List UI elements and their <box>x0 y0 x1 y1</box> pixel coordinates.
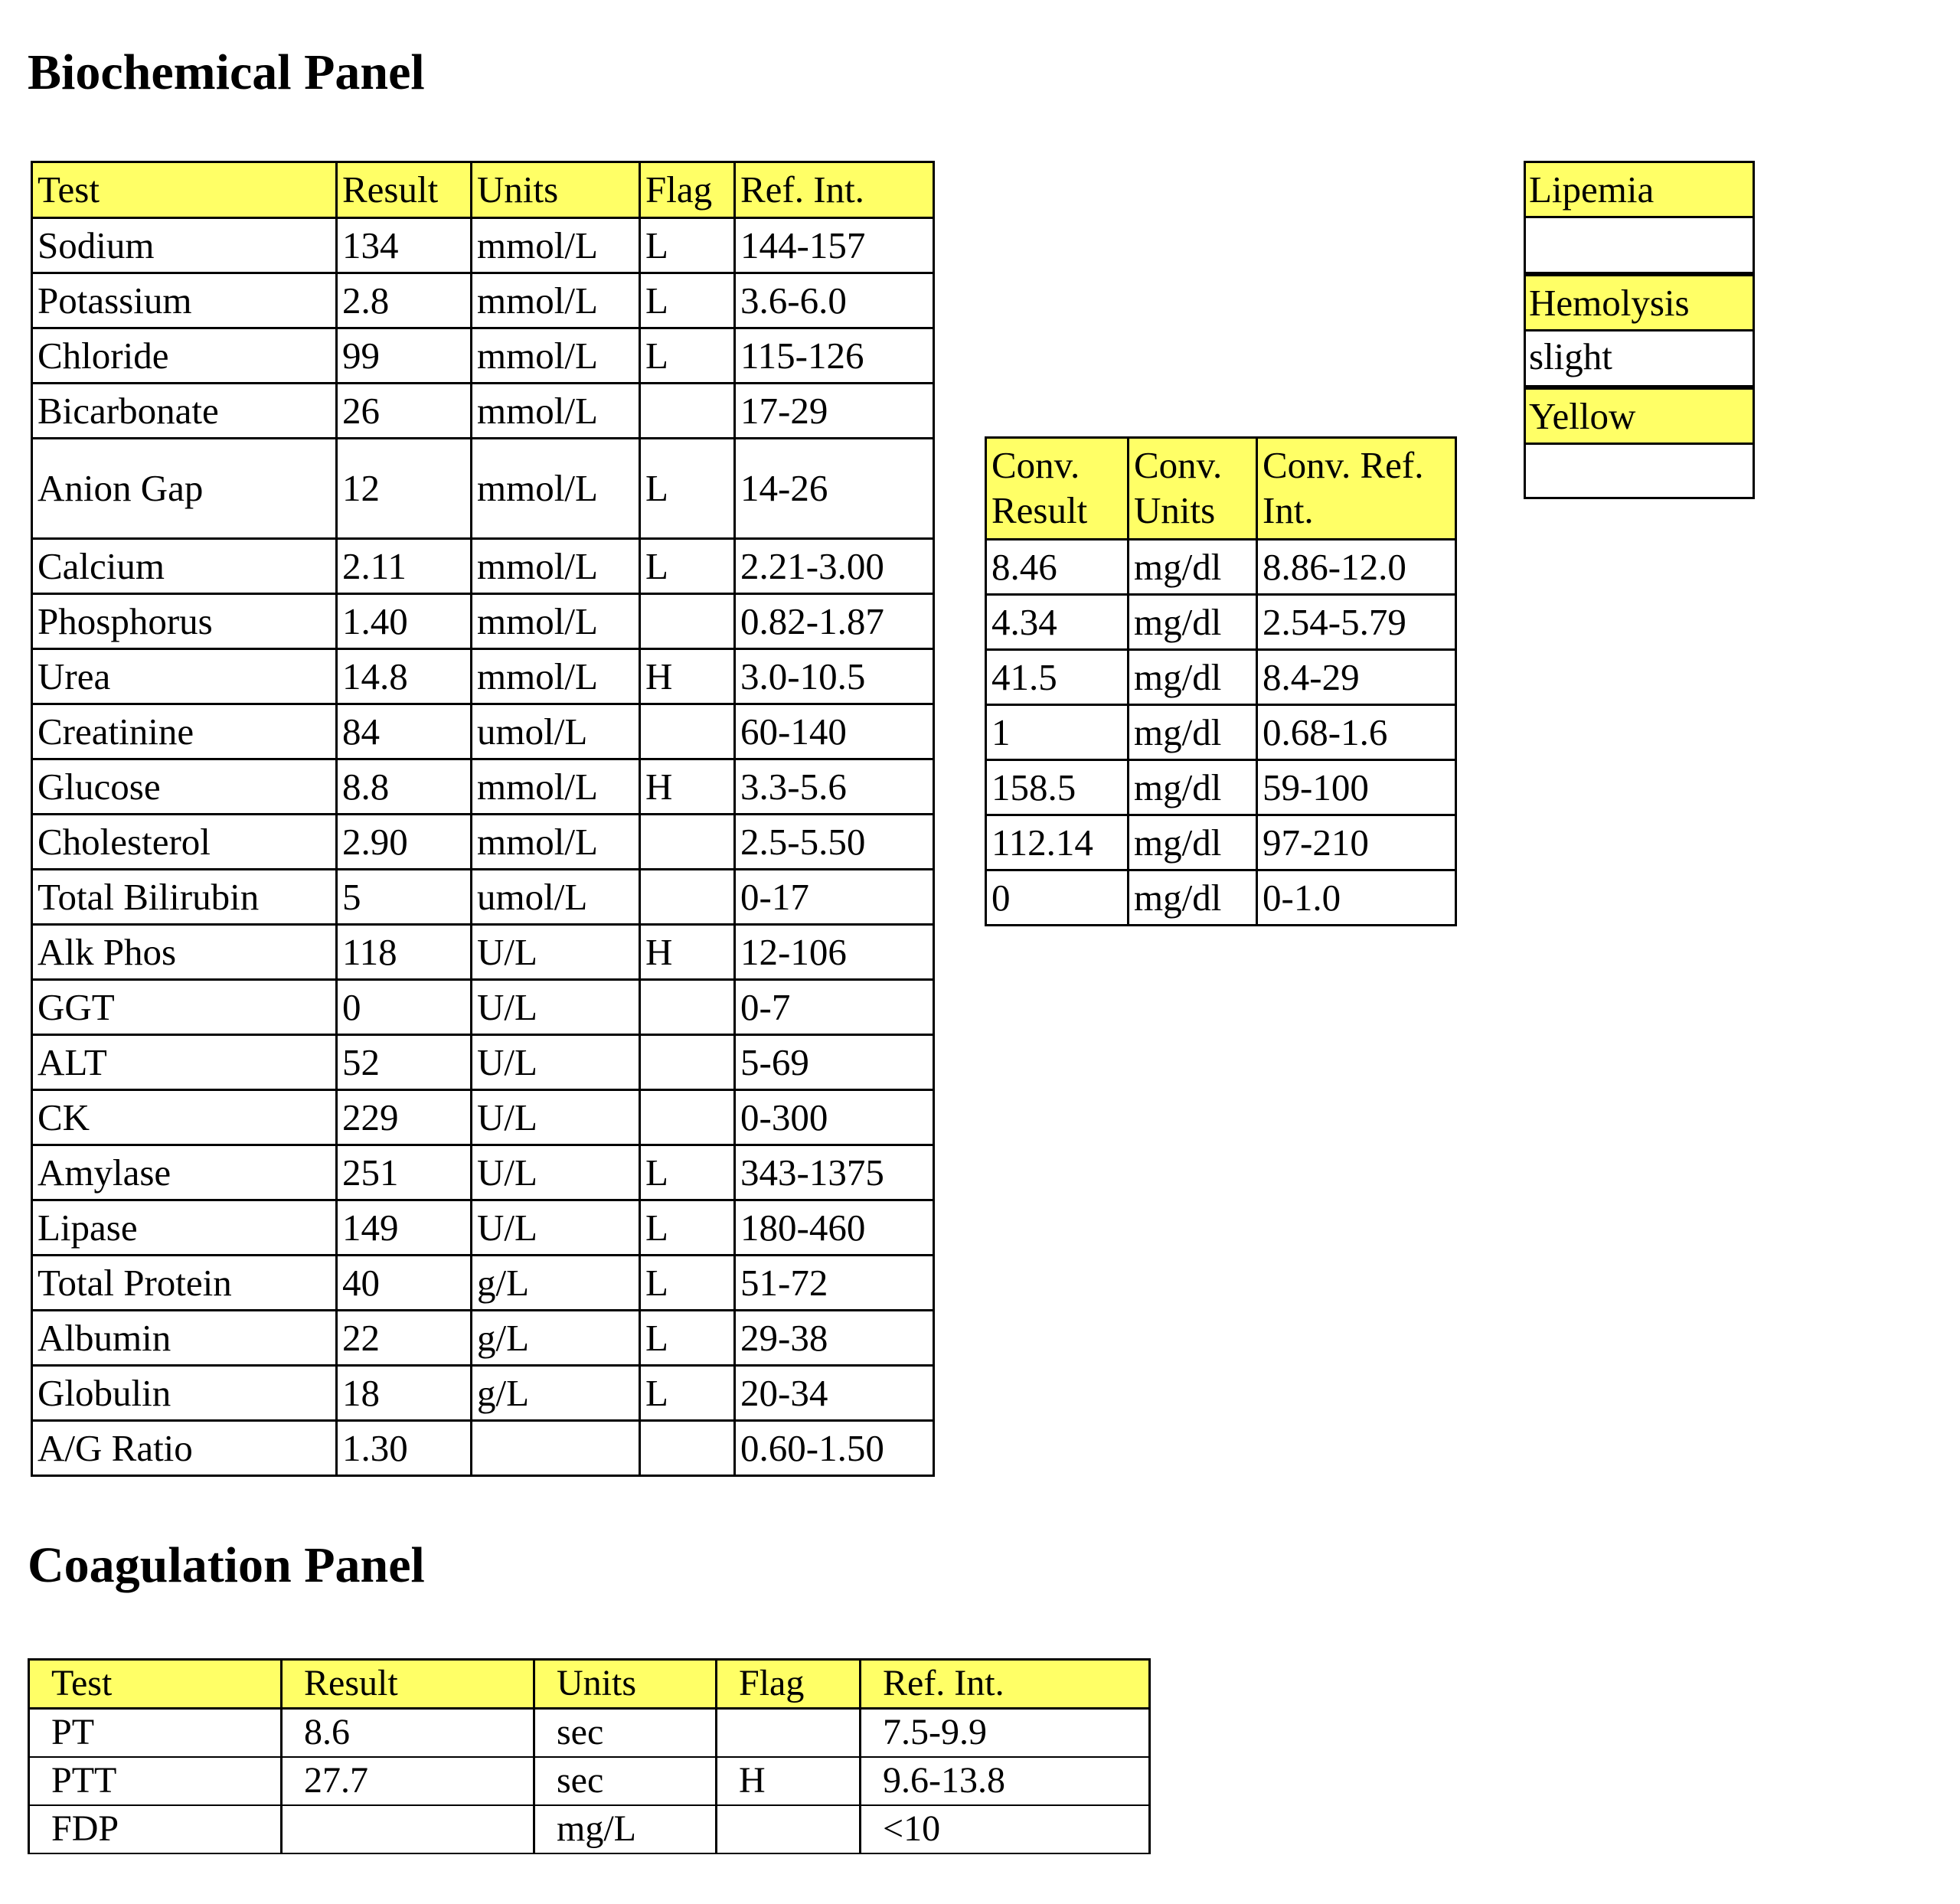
cell-ref: 51-72 <box>735 1256 934 1311</box>
cell-units: mg/dl <box>1129 705 1257 760</box>
cell-result: 27.7 <box>282 1757 534 1805</box>
table-row <box>29 1757 1150 1805</box>
cell-units: mg/dl <box>1129 650 1257 705</box>
table-row <box>29 1805 1150 1853</box>
conversion-table <box>985 436 1457 926</box>
cell-result: 8.6 <box>282 1709 534 1757</box>
table-row <box>32 815 934 870</box>
cell-units: U/L <box>472 1035 640 1090</box>
cell-test: Lipase <box>32 1200 337 1256</box>
cell-test: Glucose <box>32 759 337 815</box>
cell-flag: H <box>717 1757 861 1805</box>
cell-result: 112.14 <box>986 815 1129 870</box>
lipemia-value <box>1526 218 1753 272</box>
cell-units: mmol/L <box>472 218 640 273</box>
cell-result: 118 <box>337 925 472 980</box>
header-result: Result <box>282 1660 534 1709</box>
cell-flag <box>640 594 735 649</box>
table-row <box>32 218 934 273</box>
table-row <box>986 650 1456 705</box>
cell-flag <box>640 704 735 759</box>
cell-ref: 2.54-5.79 <box>1257 595 1456 650</box>
table-row <box>986 540 1456 595</box>
cell-ref: 14-26 <box>735 439 934 539</box>
table-row <box>32 704 934 759</box>
table-row <box>32 1200 934 1256</box>
cell-test: CK <box>32 1090 337 1145</box>
cell-flag <box>717 1805 861 1853</box>
cell-test: ALT <box>32 1035 337 1090</box>
cell-ref: 0.82-1.87 <box>735 594 934 649</box>
cell-result: 134 <box>337 218 472 273</box>
cell-result: 0 <box>337 980 472 1035</box>
table-row <box>29 1709 1150 1757</box>
cell-units: g/L <box>472 1311 640 1366</box>
header-ref-int: Ref. Int. <box>735 162 934 218</box>
cell-test: A/G Ratio <box>32 1421 337 1476</box>
cell-ref: 3.0-10.5 <box>735 649 934 704</box>
cell-units: U/L <box>472 925 640 980</box>
table-row <box>32 594 934 649</box>
cell-ref: 3.3-5.6 <box>735 759 934 815</box>
cell-ref: 20-34 <box>735 1366 934 1421</box>
cell-test: Potassium <box>32 273 337 328</box>
cell-ref: 97-210 <box>1257 815 1456 870</box>
cell-flag: H <box>640 925 735 980</box>
cell-flag: L <box>640 539 735 594</box>
header-ref-int: Ref. Int. <box>861 1660 1150 1709</box>
cell-result: 52 <box>337 1035 472 1090</box>
table-row <box>32 980 934 1035</box>
cell-flag: L <box>640 1311 735 1366</box>
cell-ref: 59-100 <box>1257 760 1456 815</box>
cell-ref: 60-140 <box>735 704 934 759</box>
cell-result: 4.34 <box>986 595 1129 650</box>
cell-units: mg/dl <box>1129 870 1257 926</box>
serum-color-label: Yellow <box>1526 390 1753 445</box>
cell-flag: L <box>640 1200 735 1256</box>
header-conv-result: Conv. Result <box>986 438 1129 540</box>
cell-ref: <10 <box>861 1805 1150 1853</box>
table-row <box>986 760 1456 815</box>
table-row <box>986 870 1456 926</box>
cell-test: Total Protein <box>32 1256 337 1311</box>
cell-ref: 0-1.0 <box>1257 870 1456 926</box>
cell-result: 5 <box>337 870 472 925</box>
cell-result: 229 <box>337 1090 472 1145</box>
cell-test: Chloride <box>32 328 337 384</box>
hemolysis-label: Hemolysis <box>1526 276 1753 331</box>
table-row <box>32 649 934 704</box>
table-row <box>32 1256 934 1311</box>
table-row <box>32 925 934 980</box>
cell-flag: L <box>640 439 735 539</box>
cell-test: Bicarbonate <box>32 384 337 439</box>
header-units: Units <box>534 1660 717 1709</box>
cell-units: mg/dl <box>1129 540 1257 595</box>
cell-ref: 2.21-3.00 <box>735 539 934 594</box>
table-row <box>986 815 1456 870</box>
cell-flag <box>717 1709 861 1757</box>
cell-units: mmol/L <box>472 649 640 704</box>
cell-flag <box>640 384 735 439</box>
cell-units: mg/dl <box>1129 815 1257 870</box>
cell-flag <box>640 1035 735 1090</box>
table-row <box>32 1421 934 1476</box>
header-result: Result <box>337 162 472 218</box>
cell-result: 12 <box>337 439 472 539</box>
cell-result: 149 <box>337 1200 472 1256</box>
cell-ref: 0-17 <box>735 870 934 925</box>
table-row <box>32 759 934 815</box>
table-row <box>32 1311 934 1366</box>
lipemia-box <box>1524 161 1755 274</box>
cell-test: Urea <box>32 649 337 704</box>
cell-ref: 9.6-13.8 <box>861 1757 1150 1805</box>
table-row <box>32 1035 934 1090</box>
cell-test: GGT <box>32 980 337 1035</box>
cell-result: 41.5 <box>986 650 1129 705</box>
cell-flag: L <box>640 218 735 273</box>
header-test: Test <box>29 1660 282 1709</box>
cell-units: mmol/L <box>472 759 640 815</box>
cell-ref: 0.68-1.6 <box>1257 705 1456 760</box>
cell-test: Sodium <box>32 218 337 273</box>
cell-test: Calcium <box>32 539 337 594</box>
cell-test: FDP <box>29 1805 282 1853</box>
cell-ref: 17-29 <box>735 384 934 439</box>
cell-result: 2.8 <box>337 273 472 328</box>
cell-test: Creatinine <box>32 704 337 759</box>
cell-flag <box>640 1090 735 1145</box>
cell-result: 26 <box>337 384 472 439</box>
cell-result: 1 <box>986 705 1129 760</box>
coagulation-panel-title: Coagulation Panel <box>28 1537 425 1593</box>
cell-test: Alk Phos <box>32 925 337 980</box>
cell-ref: 2.5-5.50 <box>735 815 934 870</box>
cell-ref: 3.6-6.0 <box>735 273 934 328</box>
cell-ref: 5-69 <box>735 1035 934 1090</box>
header-units: Units <box>472 162 640 218</box>
cell-flag: L <box>640 328 735 384</box>
header-test: Test <box>32 162 337 218</box>
cell-result: 8.8 <box>337 759 472 815</box>
cell-units: mmol/L <box>472 273 640 328</box>
cell-result: 1.40 <box>337 594 472 649</box>
cell-test: Amylase <box>32 1145 337 1200</box>
cell-units: umol/L <box>472 870 640 925</box>
cell-result: 99 <box>337 328 472 384</box>
biochemical-panel-title: Biochemical Panel <box>28 44 425 100</box>
cell-test: Globulin <box>32 1366 337 1421</box>
serum-color-value <box>1526 445 1753 497</box>
cell-units: mmol/L <box>472 539 640 594</box>
cell-units: sec <box>534 1757 717 1805</box>
cell-flag <box>640 815 735 870</box>
cell-units: U/L <box>472 1090 640 1145</box>
table-header-row <box>32 162 934 218</box>
cell-units: sec <box>534 1709 717 1757</box>
cell-test: Total Bilirubin <box>32 870 337 925</box>
cell-units: umol/L <box>472 704 640 759</box>
cell-units: mg/dl <box>1129 760 1257 815</box>
lipemia-label: Lipemia <box>1526 163 1753 218</box>
table-row <box>986 705 1456 760</box>
cell-ref: 7.5-9.9 <box>861 1709 1150 1757</box>
header-flag: Flag <box>640 162 735 218</box>
cell-ref: 12-106 <box>735 925 934 980</box>
table-row <box>32 870 934 925</box>
table-row <box>32 1145 934 1200</box>
cell-result: 84 <box>337 704 472 759</box>
biochemical-panel-table <box>31 161 935 1477</box>
cell-ref: 8.4-29 <box>1257 650 1456 705</box>
table-header-row <box>29 1660 1150 1709</box>
table-row <box>32 384 934 439</box>
cell-flag: L <box>640 1256 735 1311</box>
cell-result: 2.90 <box>337 815 472 870</box>
table-header-row <box>986 438 1456 540</box>
cell-units <box>472 1421 640 1476</box>
cell-units: U/L <box>472 1145 640 1200</box>
table-row <box>32 1366 934 1421</box>
cell-ref: 0.60-1.50 <box>735 1421 934 1476</box>
cell-result: 158.5 <box>986 760 1129 815</box>
cell-units: mg/L <box>534 1805 717 1853</box>
cell-result: 8.46 <box>986 540 1129 595</box>
cell-flag: L <box>640 1366 735 1421</box>
coagulation-panel-table <box>28 1658 1151 1854</box>
cell-result: 2.11 <box>337 539 472 594</box>
cell-units: U/L <box>472 1200 640 1256</box>
cell-flag <box>640 980 735 1035</box>
cell-units: mmol/L <box>472 594 640 649</box>
cell-result: 18 <box>337 1366 472 1421</box>
cell-result: 1.30 <box>337 1421 472 1476</box>
cell-ref: 0-7 <box>735 980 934 1035</box>
header-conv-ref-int: Conv. Ref. Int. <box>1257 438 1456 540</box>
cell-flag <box>640 870 735 925</box>
table-row <box>986 595 1456 650</box>
cell-units: g/L <box>472 1366 640 1421</box>
table-row <box>32 439 934 539</box>
cell-flag: L <box>640 1145 735 1200</box>
cell-units: mmol/L <box>472 384 640 439</box>
table-row <box>32 1090 934 1145</box>
cell-result <box>282 1805 534 1853</box>
cell-ref: 144-157 <box>735 218 934 273</box>
cell-ref: 180-460 <box>735 1200 934 1256</box>
cell-ref: 29-38 <box>735 1311 934 1366</box>
cell-flag: H <box>640 649 735 704</box>
cell-ref: 343-1375 <box>735 1145 934 1200</box>
cell-flag: L <box>640 273 735 328</box>
cell-result: 40 <box>337 1256 472 1311</box>
cell-flag <box>640 1421 735 1476</box>
cell-test: Phosphorus <box>32 594 337 649</box>
serum-color-box <box>1524 387 1755 499</box>
cell-ref: 115-126 <box>735 328 934 384</box>
header-conv-units: Conv. Units <box>1129 438 1257 540</box>
cell-ref: 8.86-12.0 <box>1257 540 1456 595</box>
cell-test: Cholesterol <box>32 815 337 870</box>
cell-units: mg/dl <box>1129 595 1257 650</box>
cell-test: Anion Gap <box>32 439 337 539</box>
cell-result: 251 <box>337 1145 472 1200</box>
hemolysis-value: slight <box>1529 335 1612 377</box>
cell-ref: 0-300 <box>735 1090 934 1145</box>
cell-test: PT <box>29 1709 282 1757</box>
table-row <box>32 273 934 328</box>
hemolysis-box <box>1524 274 1755 387</box>
cell-units: mmol/L <box>472 328 640 384</box>
table-row <box>32 328 934 384</box>
header-flag: Flag <box>717 1660 861 1709</box>
cell-units: g/L <box>472 1256 640 1311</box>
cell-result: 0 <box>986 870 1129 926</box>
cell-result: 22 <box>337 1311 472 1366</box>
table-row <box>32 539 934 594</box>
cell-units: mmol/L <box>472 815 640 870</box>
cell-units: U/L <box>472 980 640 1035</box>
cell-test: PTT <box>29 1757 282 1805</box>
cell-result: 14.8 <box>337 649 472 704</box>
cell-flag: H <box>640 759 735 815</box>
cell-test: Albumin <box>32 1311 337 1366</box>
cell-units: mmol/L <box>472 439 640 539</box>
